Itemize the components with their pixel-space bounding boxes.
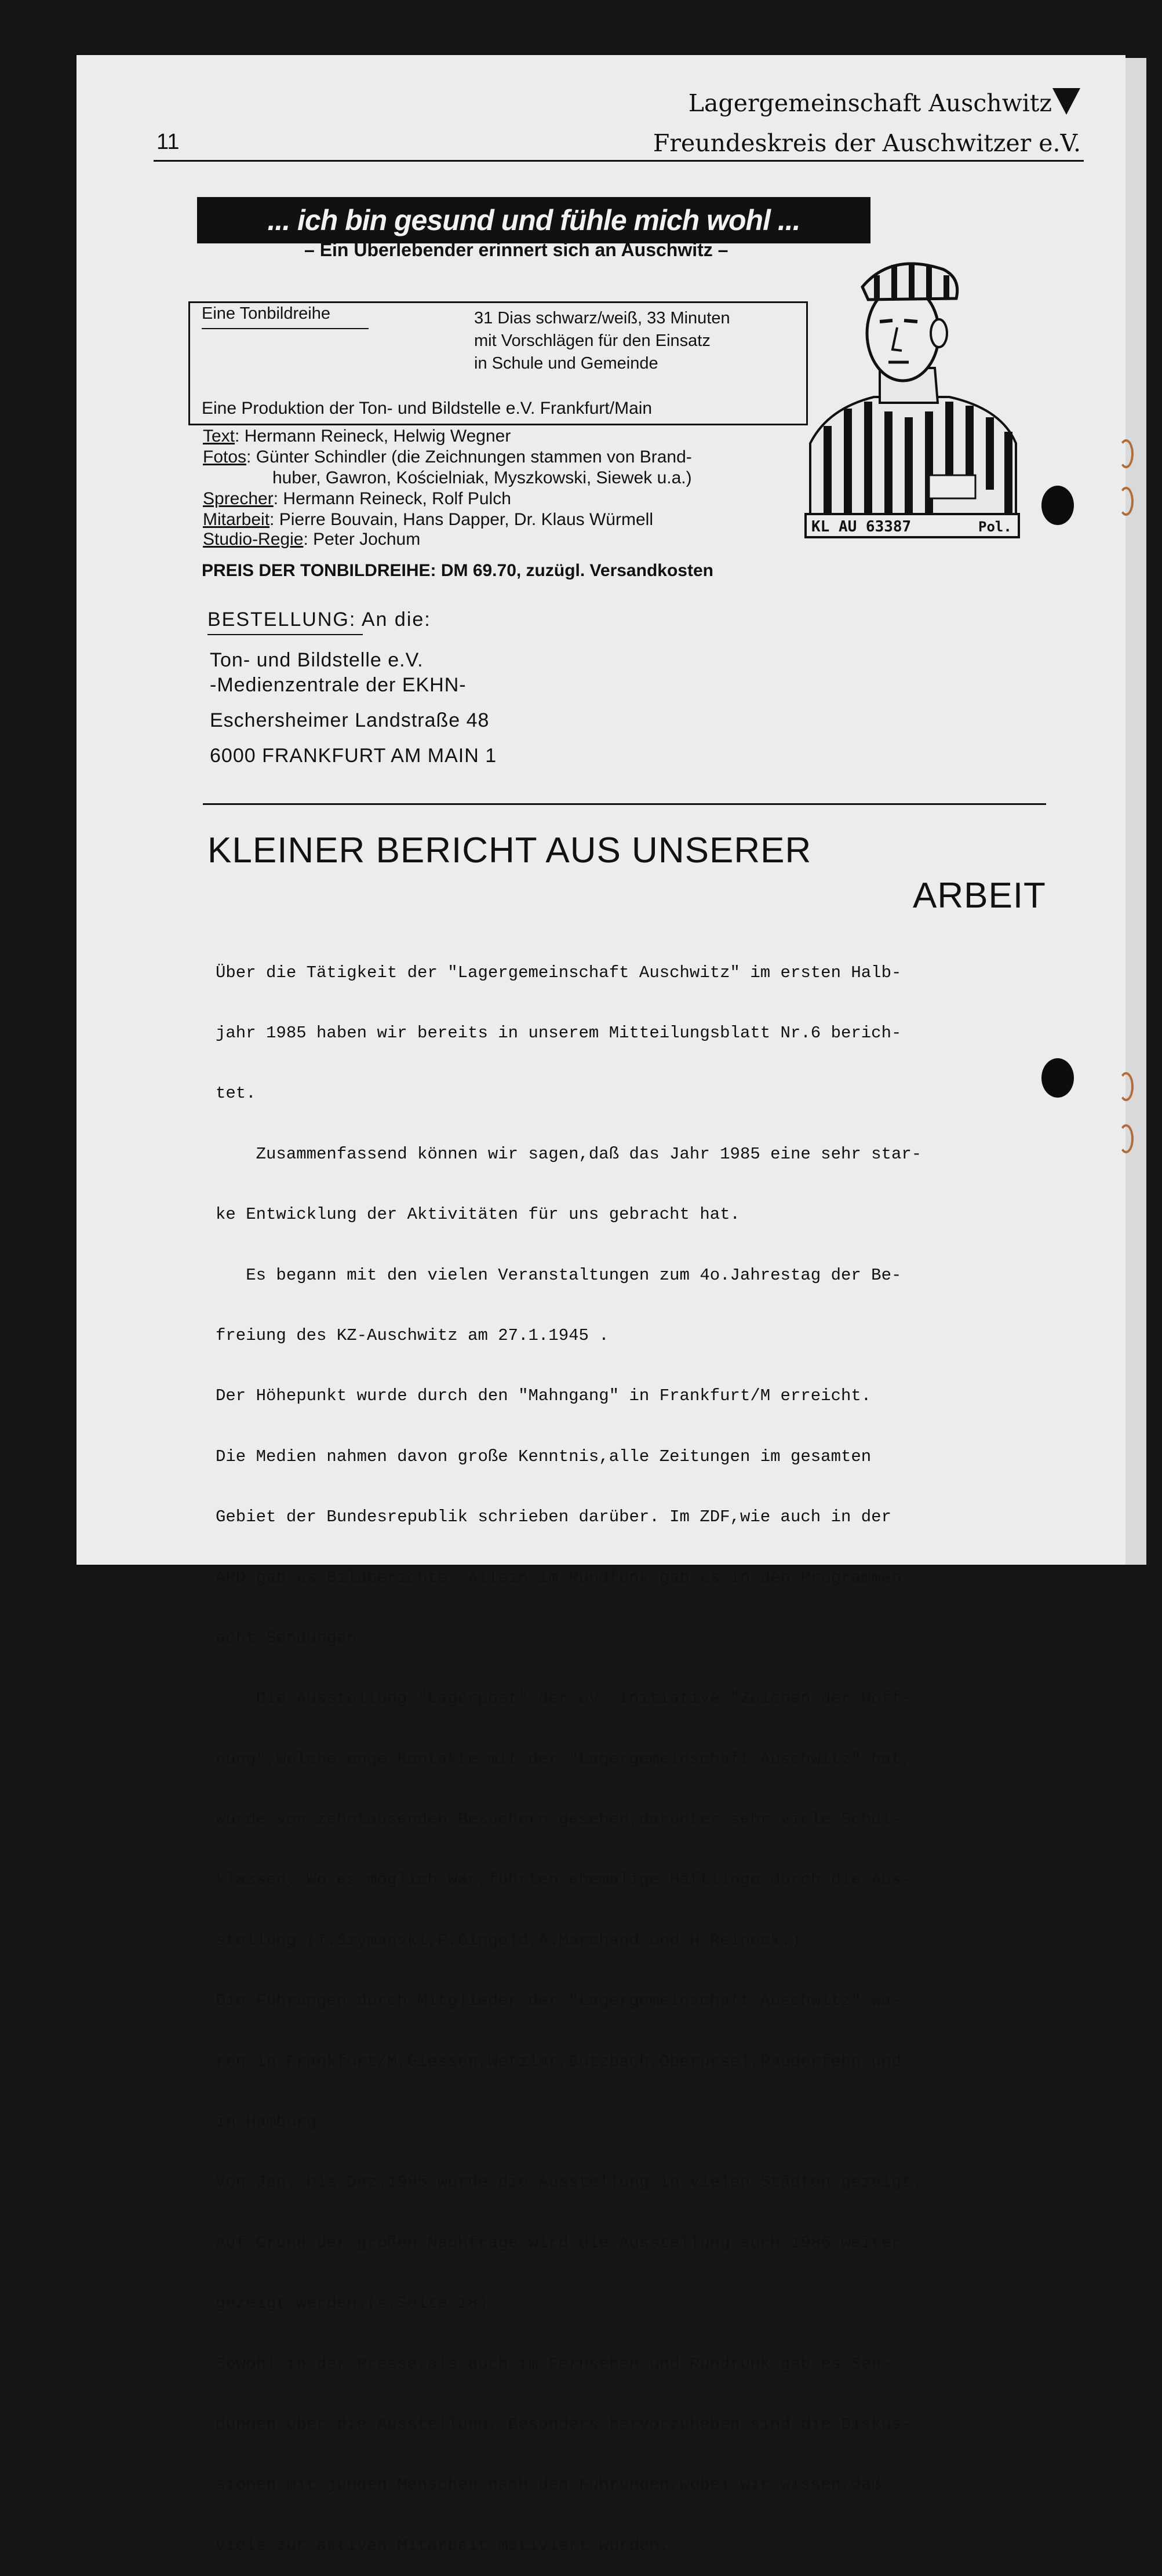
box-label: Eine Tonbildreihe — [202, 304, 330, 323]
prisoner-tag-number: KL AU 63387 — [811, 518, 912, 535]
body-line: klassen. Wo es möglich war,führten ehemalige Häftlinge durch die Aus- — [216, 1870, 912, 1890]
body-line: Es begann mit den vielen Veranstaltungen zum 4o.Jahrestag der Be- — [216, 1265, 902, 1285]
box-line: mit Vorschlägen für den Einsatz — [474, 331, 711, 350]
credit-mitarbeit — [203, 510, 653, 530]
price-line: PREIS DER TONBILDREIHE: DM 69.70, zuzügl. Versandkosten — [202, 561, 713, 580]
box-line: in Schule und Gemeinde — [474, 354, 658, 373]
box-production: Eine Produktion der Ton- und Bildstelle e.V. Frankfurt/Main — [202, 399, 653, 418]
body-line: Sowohl in der Presse,als auch im Fernsehen und Rundfunk gab es Sen- — [216, 2354, 891, 2374]
body-line: stellung.(T.Szymanski,P.Gingold,A.Marchand und H.Reineck.) — [216, 1930, 801, 1950]
body-line: ren in Frankfurt/M,Giessen,Wetzlar,Butzbach,Oberursel,Rauderfehn und — [216, 2052, 902, 2071]
section-rule — [203, 803, 1046, 805]
punch-hole — [1041, 1058, 1074, 1098]
body-line: acht Sendungen. — [216, 1628, 367, 1648]
body-line: Über die Tätigkeit der "Lagergemeinschaft Auschwitz" im ersten Halb- — [216, 963, 902, 982]
body-line: Der Höhepunkt wurde durch den "Mahngang" in Frankfurt/M erreicht. — [216, 1386, 872, 1406]
address-line: -Medienzentrale der EKHN- — [210, 674, 467, 696]
credit-value: : Peter Jochum — [303, 530, 421, 549]
body-line: Auf Grund der großen Nachfrage wird die Ausstellung auch 1986 weiter — [216, 2233, 902, 2253]
credit-label: Mitarbeit — [203, 510, 270, 529]
body-line: ke Entwicklung der Aktivitäten für uns gebracht hat. — [216, 1205, 740, 1225]
body-line: dungen über die Ausstellung. Besonders hervorzuheben sind die Diskus- — [216, 2414, 912, 2434]
body-line: sionen mit jungen Menschen nach den Führungen,wobei wir wissen,daß — [216, 2475, 881, 2495]
credit-value: : Hermann Reineck, Rolf Pulch — [273, 489, 511, 508]
body-line: in Hamburg. — [216, 2112, 327, 2132]
triangle-logo-icon — [1052, 88, 1080, 115]
body-line: viele zur aktiven Mitarbeit motiviert wurden. — [216, 2535, 670, 2555]
body-line: Von Jan. bis Dez.1985 wurde die Ausstellung in vielen Städten gezeigt. — [216, 2173, 922, 2192]
body-line: Zusammenfassend können wir sagen,daß das Jahr 1985 eine sehr star- — [216, 1144, 922, 1164]
article-heading-cont: ARBEIT — [913, 876, 1046, 916]
article-heading: KLEINER BERICHT AUS UNSERER — [207, 830, 812, 870]
body-line: nung",welche enge Kontakte mit der "Lagergemeinschaft Auschwitz" hat, — [216, 1749, 912, 1769]
box-label-underline — [202, 328, 369, 329]
page-number: 11 — [156, 130, 180, 154]
binder-ring — [1119, 1124, 1134, 1153]
body-line: Gebiet der Bundesrepublik schrieben darüber. Im ZDF,wie auch in der — [216, 1507, 891, 1527]
credit-text — [203, 427, 511, 446]
body-line: Die Medien nahmen davon große Kenntnis,alle Zeitungen im gesamten — [216, 1447, 872, 1466]
address-line: Eschersheimer Landstraße 48 — [210, 709, 490, 731]
box-description — [474, 307, 799, 375]
header-rule — [154, 160, 1084, 162]
body-line: jahr 1985 haben wir bereits in unserem Mitteilungsblatt Nr.6 berich- — [216, 1023, 902, 1043]
page-edge — [1125, 58, 1146, 1565]
body-line: wurde von zehntausenden Besuchern gesehen,darunter sehr viele Schul- — [216, 1810, 902, 1830]
body-line: tet. — [216, 1084, 256, 1103]
header-organization: Lagergemeinschaft Auschwitz — [688, 89, 1052, 117]
credit-label: Sprecher — [203, 489, 274, 508]
prisoner-portrait-drawing — [804, 252, 1020, 538]
order-suffix: : An die: — [349, 609, 431, 631]
header-association: Freundeskreis der Auschwitzer e.V. — [653, 129, 1081, 157]
credit-label: Fotos — [203, 447, 247, 467]
credit-fotos-cont: huber, Gawron, Kościelniak, Myszkowski, Siewek u.a.) — [272, 468, 692, 487]
credit-value: : Günter Schindler (die Zeichnungen stammen von Brand- — [246, 447, 692, 467]
body-line: gezeigt werden.(s.Seite 18) — [216, 2294, 488, 2313]
binder-ring — [1119, 487, 1134, 516]
credit-fotos — [203, 447, 692, 467]
address-line: 6000 FRANKFURT AM MAIN 1 — [210, 745, 497, 767]
box-line: 31 Dias schwarz/weiß, 33 Minuten — [474, 309, 730, 327]
body-line: Die Führungen durch Mitglieder der "Lagergemeinschaft Auschwitz" wa- — [216, 1991, 902, 2011]
body-line: ARD gab es Bildberichte. Allein im Rundfunk gab es in den Programmen — [216, 1568, 902, 1587]
binder-ring — [1119, 1072, 1134, 1101]
order-label — [207, 609, 431, 631]
binder-ring — [1119, 439, 1134, 468]
address-line: Ton- und Bildstelle e.V. — [210, 649, 424, 671]
credit-value: : Pierre Bouvain, Hans Dapper, Dr. Klaus Würmell — [269, 510, 653, 529]
article-body — [216, 923, 1050, 2576]
banner-title: ... ich bin gesund und fühle mich wohl ... — [197, 197, 870, 243]
credit-label: Text — [203, 427, 235, 446]
credit-label: Studio-Regie — [203, 530, 304, 549]
body-line: Die Ausstellung "Lagerpost" der ev. Initiative "Zeichen der Hoff- — [216, 1689, 912, 1708]
order-underline — [207, 634, 363, 635]
credit-sprecher — [203, 489, 511, 509]
body-line: freiung des KZ-Auschwitz am 27.1.1945 . — [216, 1325, 609, 1345]
order-heading: BESTELLUNG — [207, 609, 349, 631]
punch-hole — [1041, 486, 1074, 525]
prisoner-tag-nationality: Pol. — [978, 519, 1012, 535]
banner-subtitle: – Ein Überlebender erinnert sich an Auschwitz – — [304, 239, 728, 260]
credit-regie — [203, 530, 420, 549]
credit-value: : Hermann Reineck, Helwig Wegner — [235, 427, 511, 446]
